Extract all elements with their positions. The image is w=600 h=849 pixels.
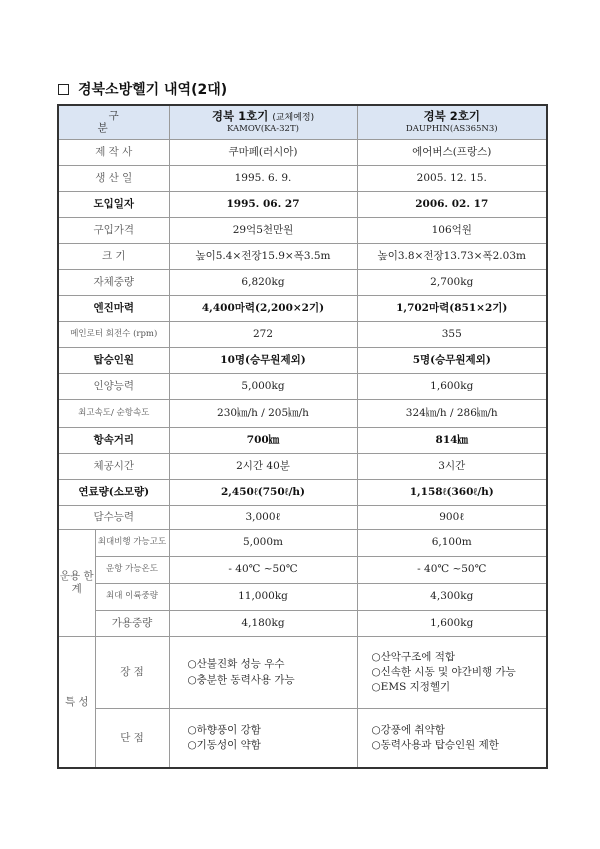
- heli2-value: 2005. 12. 15.: [357, 165, 547, 191]
- list-item: ○하향풍이 강함: [187, 724, 261, 737]
- row-label: 제 작 사: [58, 139, 169, 165]
- list-item: ○강풍에 취약함: [371, 724, 445, 737]
- row-label: 자체중량: [58, 269, 169, 295]
- heli1-value: 1995. 06. 27: [169, 191, 357, 217]
- list-item: ○기동성이 약함: [187, 739, 261, 752]
- table-row: [58, 295, 547, 321]
- heli2-value: 324㎞/h / 286㎞/h: [357, 399, 547, 427]
- row-label: 도입일자: [58, 191, 169, 217]
- table-row: [58, 165, 547, 191]
- heli2-value: 4,300kg: [357, 583, 547, 610]
- table-row: [58, 610, 547, 636]
- table-row: [58, 583, 547, 610]
- operation-row-label: 운항 가능온도: [95, 556, 169, 583]
- heli1-value: 230㎞/h / 205㎞/h: [169, 399, 357, 427]
- heli2-cons: [357, 708, 547, 768]
- heli1-value: 1995. 6. 9.: [169, 165, 357, 191]
- row-label: 크 기: [58, 243, 169, 269]
- heli2-value: 106억원: [357, 217, 547, 243]
- table-row: [58, 217, 547, 243]
- heli2-pros: [357, 636, 547, 708]
- heli2-value: 6,100m: [357, 529, 547, 556]
- heli2-value: 1,702마력(851×2기): [357, 295, 547, 321]
- cons-label: 단 점: [95, 708, 169, 768]
- helicopter-spec-table: [57, 104, 548, 769]
- row-label: 엔진마력: [58, 295, 169, 321]
- heli1-value: 11,000kg: [169, 583, 357, 610]
- heli2-value: 900ℓ: [357, 505, 547, 529]
- row-label: 탑승인원: [58, 347, 169, 373]
- heli2-value: 1,600kg: [357, 610, 547, 636]
- table-row: [58, 269, 547, 295]
- list-item: ○충분한 동력사용 가능: [187, 673, 295, 686]
- features-pros-row: [58, 636, 547, 708]
- heli2-value: - 40℃ ~50℃: [357, 556, 547, 583]
- header-heli1: 경북 1호기 (교체예정) KAMOV(KA-32T): [169, 105, 357, 139]
- heli1-value: 2,450ℓ(750ℓ/h): [169, 479, 357, 505]
- row-label: 항속거리: [58, 427, 169, 453]
- heli1-value: 10명(승무원제외): [169, 347, 357, 373]
- heli2-value: 2,700kg: [357, 269, 547, 295]
- heli1-value: 2시간 40분: [169, 453, 357, 479]
- heli2-value: 2006. 02. 17: [357, 191, 547, 217]
- heli1-value: 4,180kg: [169, 610, 357, 636]
- table-row: [58, 321, 547, 347]
- table-row: [58, 529, 547, 556]
- document-heading: [58, 78, 227, 100]
- heli2-value: 3시간: [357, 453, 547, 479]
- list-item: ○EMS 지정헬기: [371, 681, 451, 694]
- heli1-value: 높이5.4×전장15.9×폭3.5m: [169, 243, 357, 269]
- heli1-value: 700㎞: [169, 427, 357, 453]
- table-row: [58, 347, 547, 373]
- pros-label: 장 점: [95, 636, 169, 708]
- heli1-cons: [169, 708, 357, 768]
- list-item: ○산불진화 성능 우수: [187, 658, 285, 671]
- list-item: ○동력사용과 탑승인원 제한: [371, 739, 499, 752]
- heli2-value: 814㎞: [357, 427, 547, 453]
- list-item: ○신속한 시동 및 야간비행 가능: [371, 665, 516, 678]
- table-row: [58, 556, 547, 583]
- heli1-value: 29억5천만원: [169, 217, 357, 243]
- table-row: [58, 479, 547, 505]
- operation-row-label: 최대비행 가능고도: [95, 529, 169, 556]
- header-gubun: 구 분: [58, 105, 169, 139]
- table-row: [58, 427, 547, 453]
- heli1-value: 3,000ℓ: [169, 505, 357, 529]
- heli1-value: 5,000m: [169, 529, 357, 556]
- table-row: [58, 505, 547, 529]
- row-label: 구입가격: [58, 217, 169, 243]
- row-label: 메인로터 회전수 (rpm): [58, 321, 169, 347]
- heli2-value: 높이3.8×전장13.73×폭2.03m: [357, 243, 547, 269]
- heli1-value: 5,000kg: [169, 373, 357, 399]
- features-cons-row: [58, 708, 547, 768]
- header-heli2: 경북 2호기 DAUPHIN(AS365N3): [357, 105, 547, 139]
- table-row: [58, 453, 547, 479]
- row-label: 체공시간: [58, 453, 169, 479]
- table-header-row: [58, 105, 547, 139]
- heli1-pros: [169, 636, 357, 708]
- heli1-value: - 40℃ ~50℃: [169, 556, 357, 583]
- heli2-value: 5명(승무원제외): [357, 347, 547, 373]
- checkbox-square-icon: [58, 84, 69, 95]
- operation-row-label: 가용중량: [95, 610, 169, 636]
- heli2-value: 1,158ℓ(360ℓ/h): [357, 479, 547, 505]
- heli2-value: 에어버스(프랑스): [357, 139, 547, 165]
- table-row: [58, 399, 547, 427]
- heli2-value: 1,600kg: [357, 373, 547, 399]
- list-item: ○산악구조에 적합: [371, 650, 456, 663]
- heli1-value: 쿠마페(러시아): [169, 139, 357, 165]
- table-row: [58, 191, 547, 217]
- row-label: 생 산 일: [58, 165, 169, 191]
- row-label: 담수능력: [58, 505, 169, 529]
- heli1-value: 4,400마력(2,200×2기): [169, 295, 357, 321]
- row-label: 연료량(소모량): [58, 479, 169, 505]
- heading-text: 경북소방헬기 내역(2대): [78, 82, 228, 98]
- heli2-value: 355: [357, 321, 547, 347]
- operation-row-label: 최대 이륙중량: [95, 583, 169, 610]
- features-group-label: 특 성: [58, 636, 95, 768]
- row-label: 인양능력: [58, 373, 169, 399]
- table-row: [58, 373, 547, 399]
- heli1-value: 272: [169, 321, 357, 347]
- table-row: [58, 139, 547, 165]
- table-row: [58, 243, 547, 269]
- row-label: 최고속도/ 순항속도: [58, 399, 169, 427]
- heli1-value: 6,820kg: [169, 269, 357, 295]
- operation-group-label: 운용 한계: [58, 529, 95, 636]
